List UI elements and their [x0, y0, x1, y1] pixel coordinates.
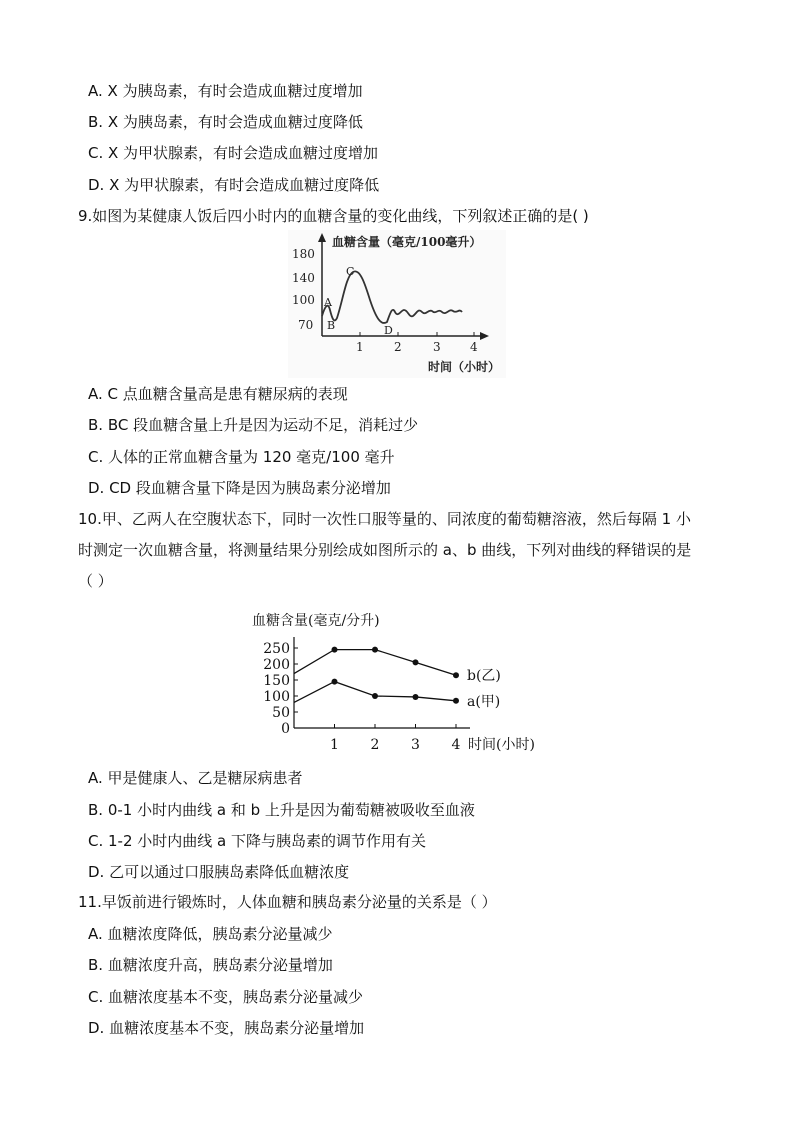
q10-ytick-label: 50 [272, 705, 290, 721]
q10-stem-line3: （ ） [78, 572, 113, 590]
q9-stem: 9.如图为某健康人饭后四小时内的血糖含量的变化曲线，下列叙述正确的是( ) [78, 207, 589, 225]
q8-option-b: B. X 为胰岛素，有时会造成血糖过度降低 [88, 113, 363, 131]
q9-point-a: A [324, 296, 332, 309]
q9-xtick-3: 3 [433, 340, 441, 354]
q10-chart [250, 606, 560, 758]
q10-xtick-label: 2 [370, 737, 380, 753]
q8-option-a: A. X 为胰岛素，有时会造成血糖过度增加 [88, 82, 363, 100]
q10-ytick-label: 0 [281, 721, 290, 737]
q9-point-c: C [346, 265, 355, 278]
q8-option-d: D. X 为甲状腺素，有时会造成血糖过度降低 [88, 176, 380, 194]
q10-series-line [294, 682, 456, 703]
q9-point-d: D [384, 324, 393, 337]
q8-option-c: C. X 为甲状腺素，有时会造成血糖过度增加 [88, 144, 379, 162]
q10-x-label: 时间(小时) [468, 737, 535, 753]
q9-option-b: B. BC 段血糖含量上升是因为运动不足，消耗过少 [88, 416, 419, 434]
q10-ytick-label: 200 [263, 657, 290, 673]
q10-option-a: A. 甲是健康人、乙是糖尿病患者 [88, 769, 303, 787]
q11-option-c: C. 血糖浓度基本不变，胰岛素分泌量减少 [88, 988, 364, 1006]
q9-xtick-1: 1 [356, 340, 364, 354]
q10-chart-title: 血糖含量(毫克/分升) [252, 613, 380, 629]
q9-xtick-4: 4 [470, 340, 478, 354]
q10-ytick-label: 150 [263, 673, 290, 689]
q10-option-c: C. 1-2 小时内曲线 a 下降与胰岛素的调节作用有关 [88, 832, 427, 850]
q10-data-point [332, 647, 338, 653]
q10-data-point [372, 693, 378, 699]
q9-chart [288, 230, 506, 378]
q10-series-label: a(甲) [467, 693, 501, 710]
q10-ytick-label: 100 [263, 689, 290, 705]
q9-point-b: B [327, 319, 336, 332]
q9-option-a: A. C 点血糖含量高是患有糖尿病的表现 [88, 385, 348, 403]
q10-data-point [332, 679, 338, 685]
q10-option-b: B. 0-1 小时内曲线 a 和 b 上升是因为葡萄糖被吸收至血液 [88, 801, 475, 819]
q10-series-line [294, 650, 456, 676]
q9-ytick-140: 140 [292, 271, 315, 285]
q10-xtick-label: 1 [330, 737, 339, 753]
q9-x-label: 时间（小时） [428, 360, 501, 374]
q9-xtick-2: 2 [394, 340, 402, 354]
q9-option-d: D. CD 段血糖含量下降是因为胰岛素分泌增加 [88, 479, 391, 497]
q9-ytick-180: 180 [292, 247, 315, 261]
q10-data-point [413, 694, 419, 700]
q9-option-c: C. 人体的正常血糖含量为 120 毫克/100 毫升 [88, 448, 395, 466]
q10-data-point [413, 659, 419, 665]
q10-data-point [453, 672, 459, 678]
q9-ytick-100: 100 [292, 293, 315, 307]
q11-option-d: D. 血糖浓度基本不变，胰岛素分泌量增加 [88, 1019, 365, 1037]
q11-stem: 11.早饭前进行锻炼时，人体血糖和胰岛素分泌量的关系是（ ） [78, 893, 497, 911]
q10-data-point [453, 698, 459, 704]
q10-stem-line1: 10.甲、乙两人在空腹状态下，同时一次性口服等量的、同浓度的葡萄糖溶液，然后每隔 1 小 [78, 510, 691, 528]
q10-stem-line2: 时测定一次血糖含量，将测量结果分别绘成如图所示的 a、b 曲线，下列对曲线的释错误的是 [78, 541, 692, 559]
q11-option-b: B. 血糖浓度升高，胰岛素分泌量增加 [88, 956, 333, 974]
q10-data-point [372, 647, 378, 653]
q9-ytick-70: 70 [298, 318, 314, 332]
q10-ytick-label: 250 [263, 641, 290, 657]
q10-series-label: b(乙) [467, 668, 501, 685]
q10-option-d: D. 乙可以通过口服胰岛素降低血糖浓度 [88, 863, 350, 881]
q10-xtick-label: 4 [451, 737, 461, 753]
q11-option-a: A. 血糖浓度降低，胰岛素分泌量减少 [88, 925, 333, 943]
q10-xtick-label: 3 [411, 737, 420, 753]
q9-chart-title: 血糖含量（毫克/100毫升） [332, 235, 482, 249]
